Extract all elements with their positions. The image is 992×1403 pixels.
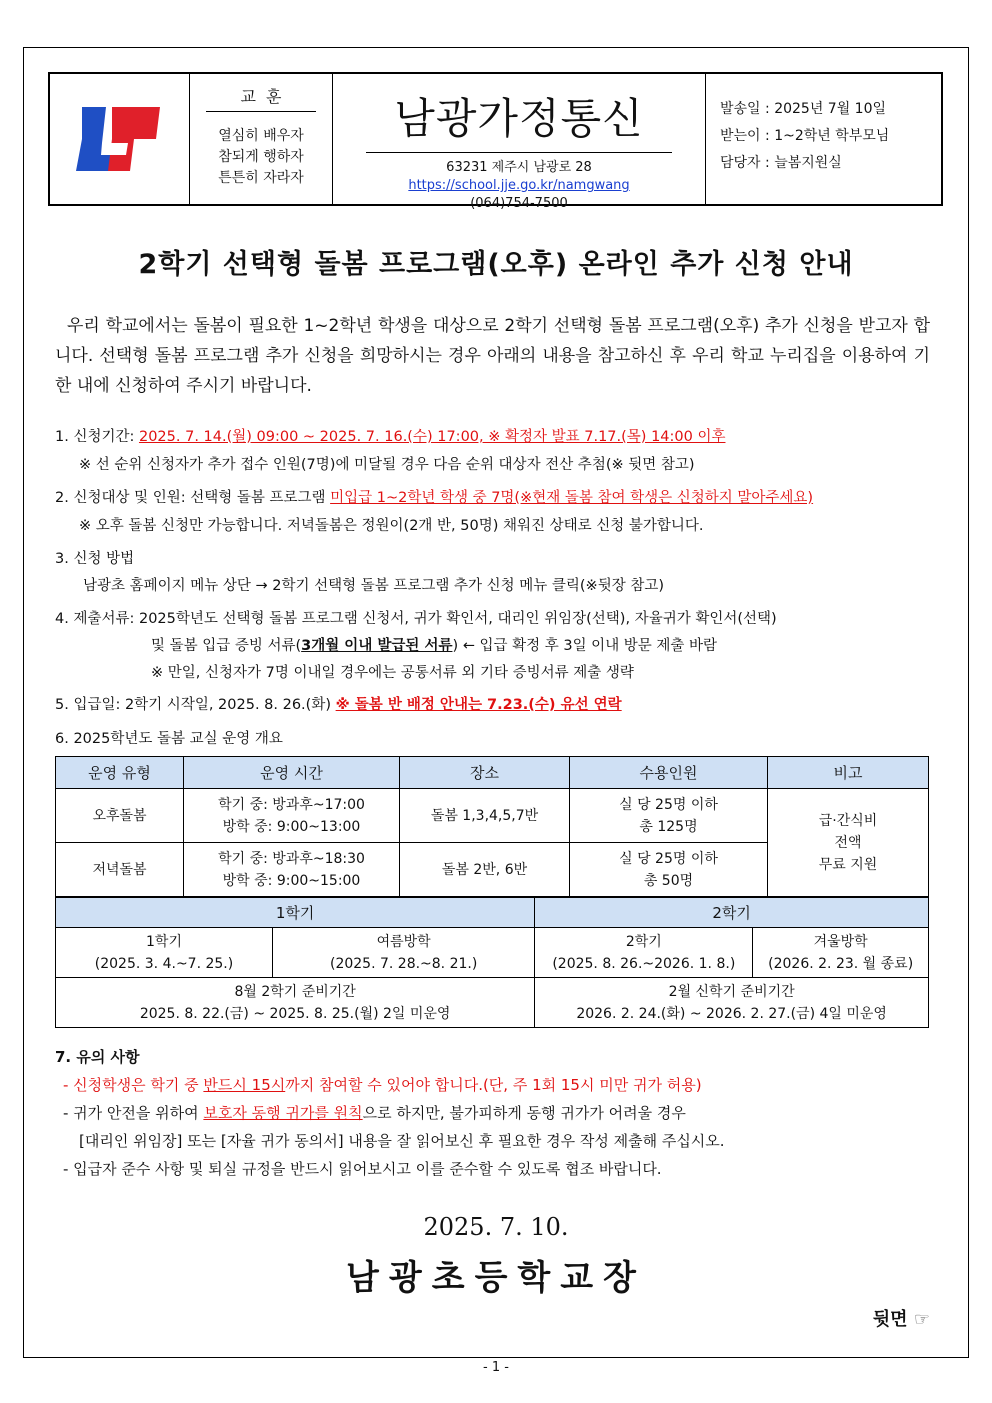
semester-2-header: 2학기: [535, 898, 929, 928]
principal-signature: 남광초등학교장: [346, 1258, 646, 1298]
item-1: 1. 신청기간: 2025. 7. 14.(월) 09:00 ~ 2025. 7. 16.(수) 17:00, ※ 확정자 발표 7.17.(목) 14:00 이후: [55, 429, 726, 445]
table-row: 8월 2학기 준비기간 2025. 8. 22.(금) ~ 2025. 8. 25.(월) 2일 미운영 2월 신학기 준비기간 2026. 2. 24.(화) ~ 2026. 2. 27.(금) 4일 미운영: [56, 978, 929, 1028]
school-logo-icon: [72, 99, 168, 179]
intro-paragraph: 우리 학교에서는 돌봄이 필요한 1~2학년 학생을 대상으로 2학기 선택형 돌봄 프로그램(오후) 추가 신청을 받고자 합니다. 선택형 돌봄 프로그램 추가 신청을 희망하시는 경우 아래의 내용을 참고하신 후 우리 학교 누리집을 이용하여 기한 내에 신청하여 주시기 바랍니다.: [55, 316, 930, 396]
table-row: 1학기 (2025. 3. 4.~7. 25.) 여름방학 (2025. 7. 28.~8. 21.) 2학기 (2025. 8. 26.~2026. 1. 8.) 겨울방학 (2026. 2. 23. 월 종료): [56, 928, 929, 978]
school-address: [408, 159, 629, 213]
precaution-3: - 입급자 준수 사항 및 퇴실 규정을 반드시 읽어보시고 이를 준수할 수 있도록 협조 바랍니다.: [63, 1160, 662, 1178]
item-3-text: 남광초 홈페이지 메뉴 상단 → 2학기 선택형 돌봄 프로그램 추가 신청 메뉴 클릭(※뒷장 참고): [83, 578, 664, 594]
fee-note: 급·간식비 전액 무료 지원: [768, 789, 929, 897]
col-header: 운영 시간: [184, 757, 400, 789]
newsletter-header: [48, 72, 943, 211]
semester-1-header: 1학기: [56, 898, 535, 928]
precaution-1: - 신청학생은 학기 중 반드시 15시까지 참여할 수 있어야 합니다.(단, 주 1회 15시 미만 귀가 허용): [63, 1076, 702, 1094]
item-2: 2. 신청대상 및 인원: 선택형 돌봄 프로그램 미입급 1~2학년 학생 중 7명(※현재 돌봄 참여 학생은 신청하지 말아주세요): [55, 490, 814, 506]
send-info: [706, 74, 941, 204]
motto-title: 교훈: [206, 84, 316, 112]
phone-text: (064)754-7500: [470, 196, 568, 211]
newsletter-name: 남광가정통신: [366, 86, 671, 153]
motto-box: [190, 74, 333, 204]
target-students: 미입급 1~2학년 학생 중 7명(※현재 돌봄 참여 학생은 신청하지 말아주세요): [330, 490, 814, 506]
col-header: 수용인원: [570, 757, 768, 789]
school-logo: [50, 74, 190, 204]
precaution-2-cont: [대리인 위임장] 또는 [자율 귀가 동의서] 내용을 잘 읽어보신 후 필요한 경우 작성 제출해 주십시오.: [79, 1132, 725, 1150]
precautions: [55, 1043, 935, 1183]
motto-line: 열심히 배우자: [218, 128, 304, 144]
pointing-hand-icon: ☞: [913, 1309, 930, 1330]
department: 담당자 : 늘봄지원실: [720, 155, 842, 171]
issue-date: 2025. 7. 10.: [423, 1213, 569, 1241]
recipient: 받는이 : 1~2학년 학부모님: [720, 128, 890, 144]
back-page-hint: 뒷면 ☞: [872, 1309, 930, 1330]
item-2-note: ※ 오후 돌봄 신청만 가능합니다. 저녁돌봄은 정원이(2개 반, 50명) 채워진 상태로 신청 불가합니다.: [79, 518, 704, 534]
address-text: 63231 제주시 남광로 28: [446, 160, 592, 175]
col-header: 운영 유형: [56, 757, 184, 789]
item-4-line2: 및 돌봄 입급 증빙 서류(3개월 이내 발급된 서류) ← 입급 확정 후 3일 이내 방문 제출 바람: [151, 638, 718, 654]
table-row: 오후돌봄 학기 중: 방과후~17:00 방학 중: 9:00~13:00 돌봄 1,3,4,5,7반 실 당 25명 이하 총 125명 급·간식비 전액 무료 지원: [56, 789, 929, 843]
precautions-title: 7. 유의 사항: [55, 1048, 140, 1066]
item-4: 4. 제출서류: 2025학년도 선택형 돌봄 프로그램 신청서, 귀가 확인서, 대리인 위임장(선택), 자율귀가 확인서(선택): [55, 611, 777, 627]
document-title: 2학기 선택형 돌봄 프로그램(오후) 온라인 추가 신청 안내: [138, 249, 854, 280]
precaution-2: - 귀가 안전을 위하여 보호자 동행 귀가를 원칙으로 하지만, 불가피하게 동행 귀가가 어려울 경우: [63, 1104, 686, 1122]
item-6: 6. 2025학년도 돌봄 교실 운영 개요: [55, 731, 283, 747]
table-row: 저녁돌봄 학기 중: 방과후~18:30 방학 중: 9:00~15:00 돌봄 2반, 6반 실 당 25명 이하 총 50명: [56, 843, 929, 897]
semester-schedule-table: [55, 897, 929, 1028]
col-header: 비고: [768, 757, 929, 789]
item-3: 3. 신청 방법: [55, 551, 135, 567]
item-4-note: ※ 만일, 신청자가 7명 이내일 경우에는 공통서류 외 기타 증빙서류 제출 생략: [151, 665, 634, 681]
care-operation-table: [55, 756, 929, 897]
item-1-note: ※ 선 순위 신청자가 추가 접수 인원(7명)에 미달될 경우 다음 순위 대상자 전산 추첨(※ 뒷면 참고): [79, 457, 695, 473]
motto-line: 튼튼히 자라자: [218, 170, 304, 186]
school-homepage-link[interactable]: https://school.jje.go.kr/namgwang: [408, 178, 630, 193]
send-date: 발송일 : 2025년 7월 10일: [720, 101, 887, 117]
application-period: 2025. 7. 14.(월) 09:00 ~ 2025. 7. 16.(수) 17:00, ※ 확정자 발표 7.17.(목) 14:00 이후: [138, 429, 726, 445]
item-5: 5. 입급일: 2학기 시작일, 2025. 8. 26.(화) ※ 돌봄 반 배정 안내는 7.23.(수) 유선 연락: [55, 697, 622, 713]
motto-line: 참되게 행하자: [218, 149, 304, 165]
page-number: - 1 -: [483, 1360, 509, 1375]
motto-lines: [218, 126, 304, 189]
class-assignment-notice: ※ 돌봄 반 배정 안내는 7.23.(수) 유선 연락: [335, 697, 622, 713]
col-header: 장소: [400, 757, 570, 789]
title-box: [333, 74, 706, 211]
